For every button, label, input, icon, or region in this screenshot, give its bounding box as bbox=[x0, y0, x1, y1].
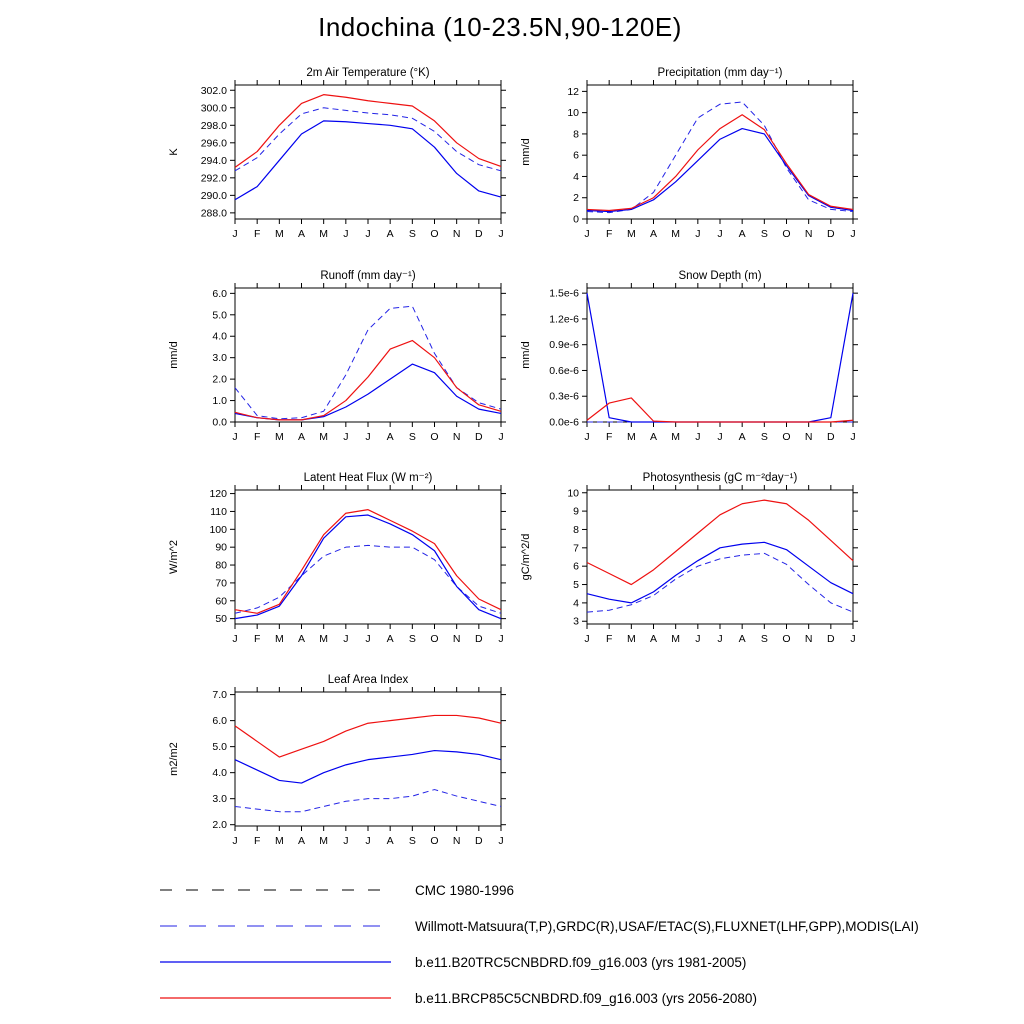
svg-text:A: A bbox=[386, 835, 394, 847]
svg-text:J: J bbox=[498, 835, 504, 847]
panel-runoff bbox=[163, 266, 515, 463]
svg-text:Snow Depth (m): Snow Depth (m) bbox=[678, 270, 762, 282]
svg-text:7.0: 7.0 bbox=[212, 689, 227, 702]
svg-text:J: J bbox=[850, 431, 856, 443]
svg-text:D: D bbox=[827, 228, 835, 240]
panel-air-temperature bbox=[163, 63, 515, 260]
svg-text:A: A bbox=[386, 228, 394, 240]
rcp85-run-line-sample bbox=[158, 990, 393, 1006]
svg-text:4.0: 4.0 bbox=[212, 767, 227, 780]
svg-text:60: 60 bbox=[215, 595, 227, 608]
svg-text:O: O bbox=[782, 431, 791, 443]
svg-text:A: A bbox=[386, 633, 394, 645]
svg-text:J: J bbox=[717, 431, 723, 443]
svg-text:J: J bbox=[365, 431, 371, 443]
svg-text:J: J bbox=[850, 228, 856, 240]
svg-text:J: J bbox=[365, 633, 371, 645]
svg-text:O: O bbox=[430, 431, 439, 443]
svg-text:2: 2 bbox=[573, 192, 579, 205]
svg-text:J: J bbox=[584, 633, 590, 645]
svg-text:M: M bbox=[274, 431, 284, 443]
svg-text:M: M bbox=[319, 835, 329, 847]
svg-text:D: D bbox=[827, 633, 835, 645]
svg-text:O: O bbox=[430, 835, 439, 847]
svg-text:J: J bbox=[232, 633, 238, 645]
svg-text:N: N bbox=[452, 633, 461, 645]
svg-text:A: A bbox=[738, 228, 746, 240]
legend-label-cmc: CMC 1980-1996 bbox=[415, 882, 515, 898]
svg-text:K: K bbox=[168, 148, 180, 156]
svg-text:J: J bbox=[498, 633, 504, 645]
cmc-line-sample bbox=[158, 882, 393, 898]
svg-text:M: M bbox=[626, 431, 636, 443]
svg-text:S: S bbox=[760, 431, 768, 443]
svg-text:6: 6 bbox=[573, 560, 579, 573]
svg-text:N: N bbox=[804, 431, 813, 443]
svg-text:A: A bbox=[649, 431, 658, 443]
svg-text:N: N bbox=[452, 835, 461, 847]
svg-text:70: 70 bbox=[215, 577, 227, 590]
svg-text:300.0: 300.0 bbox=[200, 102, 227, 115]
svg-text:3.0: 3.0 bbox=[212, 352, 227, 365]
svg-text:Runoff (mm day⁻¹): Runoff (mm day⁻¹) bbox=[320, 270, 416, 282]
svg-text:M: M bbox=[319, 228, 329, 240]
svg-text:F: F bbox=[605, 633, 613, 645]
svg-text:1.0: 1.0 bbox=[212, 395, 227, 408]
svg-text:6.0: 6.0 bbox=[212, 287, 227, 300]
panel-snow-depth bbox=[515, 266, 867, 463]
svg-text:1.2e-6: 1.2e-6 bbox=[549, 313, 579, 326]
figure-title: Indochina (10-23.5N,90-120E) bbox=[318, 12, 682, 42]
svg-text:O: O bbox=[782, 633, 791, 645]
svg-text:Latent Heat Flux (W m⁻²): Latent Heat Flux (W m⁻²) bbox=[303, 472, 433, 484]
svg-text:J: J bbox=[498, 228, 504, 240]
svg-text:A: A bbox=[649, 228, 658, 240]
svg-text:J: J bbox=[232, 431, 238, 443]
svg-text:10: 10 bbox=[567, 107, 579, 120]
svg-text:mm/d: mm/d bbox=[520, 341, 532, 369]
svg-text:0.0: 0.0 bbox=[212, 416, 227, 429]
svg-text:N: N bbox=[452, 228, 461, 240]
svg-text:N: N bbox=[452, 431, 461, 443]
svg-text:A: A bbox=[297, 633, 306, 645]
svg-text:W/m^2: W/m^2 bbox=[168, 540, 180, 574]
svg-text:M: M bbox=[274, 633, 284, 645]
historical-run-line-sample bbox=[158, 954, 393, 970]
svg-text:J: J bbox=[232, 228, 238, 240]
svg-text:Leaf Area Index: Leaf Area Index bbox=[327, 674, 409, 686]
svg-text:5: 5 bbox=[573, 579, 579, 592]
precipitation-chart bbox=[515, 63, 867, 255]
svg-text:Precipitation (mm day⁻¹): Precipitation (mm day⁻¹) bbox=[657, 67, 783, 79]
svg-text:298.0: 298.0 bbox=[200, 119, 227, 132]
svg-text:120: 120 bbox=[209, 488, 227, 501]
svg-text:J: J bbox=[343, 431, 349, 443]
svg-text:M: M bbox=[319, 633, 329, 645]
svg-text:A: A bbox=[386, 431, 394, 443]
svg-text:D: D bbox=[475, 228, 483, 240]
svg-text:290.0: 290.0 bbox=[200, 189, 227, 202]
svg-text:J: J bbox=[584, 228, 590, 240]
air-temperature-chart bbox=[163, 63, 515, 255]
svg-text:D: D bbox=[475, 633, 483, 645]
svg-text:m2/m2: m2/m2 bbox=[168, 742, 180, 776]
svg-text:5.0: 5.0 bbox=[212, 309, 227, 322]
svg-text:J: J bbox=[717, 228, 723, 240]
svg-text:A: A bbox=[297, 431, 306, 443]
svg-text:J: J bbox=[365, 835, 371, 847]
svg-text:302.0: 302.0 bbox=[200, 84, 227, 97]
svg-text:A: A bbox=[738, 633, 746, 645]
svg-text:M: M bbox=[626, 228, 636, 240]
svg-text:F: F bbox=[253, 835, 261, 847]
svg-text:J: J bbox=[232, 835, 238, 847]
panel-photosynthesis bbox=[515, 468, 867, 665]
panel-latent-heat-flux bbox=[163, 468, 515, 665]
svg-text:5.0: 5.0 bbox=[212, 741, 227, 754]
svg-text:6: 6 bbox=[573, 149, 579, 162]
svg-text:A: A bbox=[649, 633, 658, 645]
svg-text:J: J bbox=[695, 431, 701, 443]
svg-text:S: S bbox=[408, 633, 416, 645]
svg-text:J: J bbox=[343, 228, 349, 240]
svg-text:M: M bbox=[671, 633, 681, 645]
svg-text:S: S bbox=[408, 431, 416, 443]
svg-text:A: A bbox=[297, 835, 306, 847]
svg-text:2.0: 2.0 bbox=[212, 819, 227, 832]
svg-text:mm/d: mm/d bbox=[520, 138, 532, 166]
svg-text:3.0: 3.0 bbox=[212, 793, 227, 806]
snow-depth-chart bbox=[515, 266, 867, 458]
svg-text:6.0: 6.0 bbox=[212, 715, 227, 728]
svg-text:110: 110 bbox=[210, 505, 227, 518]
svg-text:8: 8 bbox=[573, 128, 579, 141]
svg-text:12: 12 bbox=[567, 85, 579, 98]
svg-text:J: J bbox=[695, 633, 701, 645]
svg-text:M: M bbox=[319, 431, 329, 443]
svg-text:D: D bbox=[475, 431, 483, 443]
svg-text:4: 4 bbox=[573, 170, 579, 183]
svg-text:D: D bbox=[827, 431, 835, 443]
legend bbox=[158, 872, 919, 1016]
svg-text:J: J bbox=[584, 431, 590, 443]
latent-heat-flux-chart bbox=[163, 468, 515, 660]
observations-line-sample bbox=[158, 918, 393, 934]
svg-text:O: O bbox=[782, 228, 791, 240]
svg-text:S: S bbox=[760, 633, 768, 645]
svg-text:J: J bbox=[717, 633, 723, 645]
svg-text:J: J bbox=[498, 431, 504, 443]
svg-text:O: O bbox=[430, 228, 439, 240]
svg-text:gC/m^2/d: gC/m^2/d bbox=[520, 533, 532, 581]
svg-text:S: S bbox=[408, 228, 416, 240]
svg-text:mm/d: mm/d bbox=[168, 341, 180, 369]
svg-text:D: D bbox=[475, 835, 483, 847]
svg-text:F: F bbox=[253, 228, 261, 240]
svg-text:2.0: 2.0 bbox=[212, 373, 227, 386]
svg-text:M: M bbox=[671, 228, 681, 240]
svg-text:F: F bbox=[253, 431, 261, 443]
svg-text:A: A bbox=[738, 431, 746, 443]
svg-text:0.6e-6: 0.6e-6 bbox=[549, 364, 579, 377]
svg-text:4.0: 4.0 bbox=[212, 330, 227, 343]
legend-label-historical-run: b.e11.B20TRC5CNBDRD.f09_g16.003 (yrs 1981-2005) bbox=[415, 954, 747, 970]
svg-text:M: M bbox=[671, 431, 681, 443]
svg-text:J: J bbox=[695, 228, 701, 240]
svg-text:N: N bbox=[804, 633, 813, 645]
svg-text:F: F bbox=[605, 431, 613, 443]
svg-text:J: J bbox=[850, 633, 856, 645]
svg-text:294.0: 294.0 bbox=[200, 154, 227, 167]
legend-label-rcp85-run: b.e11.BRCP85C5CNBDRD.f09_g16.003 (yrs 2056-2080) bbox=[415, 990, 757, 1006]
svg-text:90: 90 bbox=[215, 541, 227, 554]
svg-text:M: M bbox=[274, 228, 284, 240]
leaf-area-index-chart bbox=[163, 670, 515, 862]
svg-text:N: N bbox=[804, 228, 813, 240]
svg-text:296.0: 296.0 bbox=[200, 137, 227, 150]
svg-text:J: J bbox=[343, 835, 349, 847]
svg-text:288.0: 288.0 bbox=[200, 207, 227, 220]
svg-text:Photosynthesis (gC m⁻²day⁻¹): Photosynthesis (gC m⁻²day⁻¹) bbox=[642, 472, 798, 484]
legend-item-rcp85-run bbox=[158, 980, 919, 1016]
svg-text:F: F bbox=[605, 228, 613, 240]
svg-text:F: F bbox=[253, 633, 261, 645]
svg-text:S: S bbox=[408, 835, 416, 847]
svg-text:J: J bbox=[343, 633, 349, 645]
svg-text:100: 100 bbox=[209, 523, 227, 536]
panel-precipitation bbox=[515, 63, 867, 260]
svg-text:0.0e-6: 0.0e-6 bbox=[549, 416, 579, 429]
svg-text:0.9e-6: 0.9e-6 bbox=[549, 339, 579, 352]
svg-text:292.0: 292.0 bbox=[200, 172, 227, 185]
svg-text:1.5e-6: 1.5e-6 bbox=[549, 287, 579, 300]
svg-text:A: A bbox=[297, 228, 306, 240]
svg-text:7: 7 bbox=[573, 542, 579, 555]
svg-text:0.3e-6: 0.3e-6 bbox=[549, 390, 579, 403]
svg-text:M: M bbox=[626, 633, 636, 645]
svg-text:S: S bbox=[760, 228, 768, 240]
runoff-chart bbox=[163, 266, 515, 458]
photosynthesis-chart bbox=[515, 468, 867, 660]
svg-text:0: 0 bbox=[573, 213, 579, 226]
panel-leaf-area-index bbox=[163, 670, 515, 867]
svg-text:J: J bbox=[365, 228, 371, 240]
svg-text:9: 9 bbox=[573, 505, 579, 518]
svg-text:O: O bbox=[430, 633, 439, 645]
legend-item-observations bbox=[158, 908, 919, 944]
legend-item-cmc bbox=[158, 872, 919, 908]
svg-text:2m Air Temperature (°K): 2m Air Temperature (°K) bbox=[306, 67, 430, 79]
svg-text:8: 8 bbox=[573, 523, 579, 536]
svg-text:4: 4 bbox=[573, 597, 579, 610]
svg-text:50: 50 bbox=[215, 613, 227, 626]
svg-text:3: 3 bbox=[573, 615, 579, 628]
svg-text:10: 10 bbox=[567, 487, 579, 500]
legend-item-historical-run bbox=[158, 944, 919, 980]
legend-label-observations: Willmott-Matsuura(T,P),GRDC(R),USAF/ETAC(S),FLUXNET(LHF,GPP),MODIS(LAI) bbox=[415, 918, 919, 934]
svg-text:80: 80 bbox=[215, 559, 227, 572]
svg-text:M: M bbox=[274, 835, 284, 847]
